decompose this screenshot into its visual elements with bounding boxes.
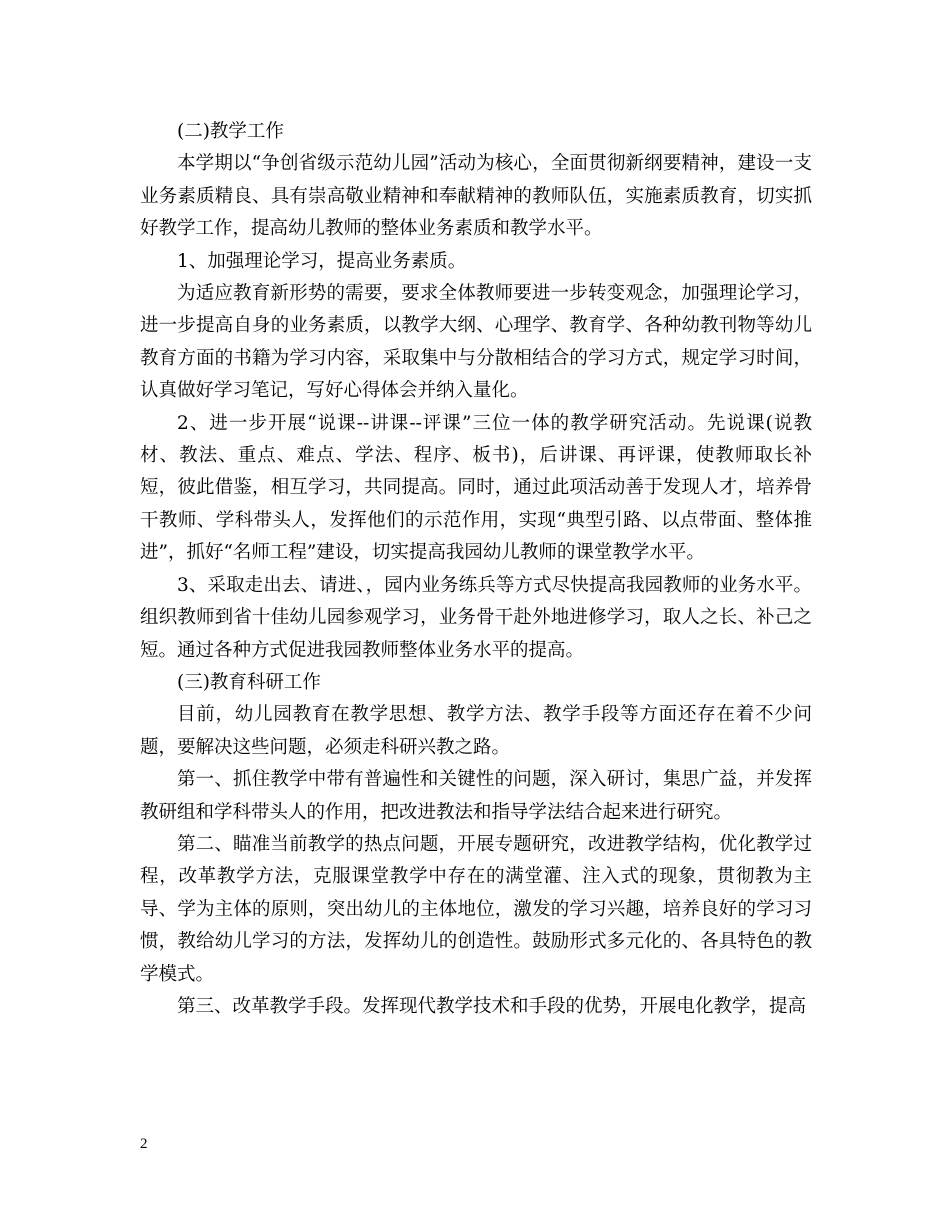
paragraph: 为适应教育新形势的需要，要求全体教师要进一步转变观念，加强理论学习，进一步提高自身的业务素质，以教学大纲、心理学、教育学、各种幼教刊物等幼儿教育方面的书籍为学习内容，采取集中与分散相结合的学习方式，规定学习时间，认真做好学习笔记，写好心得体会并纳入量化。 (140, 283, 812, 402)
section-heading-teaching: (二)教学工作 (177, 121, 284, 142)
paragraph: 目前，幼儿园教育在教学思想、教学方法、教学手段等方面还存在着不少问题，要解决这些问题，必须走科研兴教之路。 (140, 704, 812, 758)
page-number: 2 (140, 1136, 148, 1152)
document-body (140, 116, 812, 1023)
paragraph: 本学期以“争创省级示范幼儿园”活动为核心，全面贯彻新纲要精神，建设一支业务素质精良、具有崇高敬业精神和奉献精神的教师队伍，实施素质教育，切实抓好教学工作，提高幼儿教师的整体业务素质和教学水平。 (140, 153, 812, 240)
paragraph: 第一、抓住教学中带有普遍性和关键性的问题，深入研讨，集思广益，并发挥教研组和学科带头人的作用，把改进教法和指导学法结合起来进行研究。 (140, 769, 812, 823)
section-heading-research: (三)教育科研工作 (177, 671, 321, 693)
list-item-heading: 1、加强理论学习，提高业务素质。 (177, 250, 467, 272)
paragraph: 2、进一步开展“说课--讲课--评课”三位一体的教学研究活动。先说课(说教材、教法、重点、难点、学法、程序、板书)，后讲课、再评课，使教师取长补短，彼此借鉴，相互学习，共同提高。同时，通过此项活动善于发现人才，培养骨干教师、学科带头人，发挥他们的示范作用，实现“典型引路、以点带面、整体推进”，抓好“名师工程”建设，切实提高我园幼儿教师的课堂教学水平。 (140, 412, 812, 564)
paragraph: 第三、改革教学手段。发挥现代教学技术和手段的优势，开展电化教学，提高 (177, 995, 807, 1017)
paragraph: 3、采取走出去、请进、，园内业务练兵等方式尽快提高我园教师的业务水平。组织教师到省十佳幼儿园参观学习，业务骨干赴外地进修学习，取人之长、补己之短。通过各种方式促进我园教师整体业务水平的提高。 (140, 574, 812, 661)
paragraph: 第二、瞄准当前教学的热点问题，开展专题研究，改进教学结构，优化教学过程，改革教学方法，克服课堂教学中存在的满堂灌、注入式的现象，贯彻教为主导、学为主体的原则，突出幼儿的主体地位，激发的学习兴趣，培养良好的学习习惯，教给幼儿学习的方法，发挥幼儿的创造性。鼓励形式多元化的、各具特色的教学模式。 (140, 833, 812, 985)
